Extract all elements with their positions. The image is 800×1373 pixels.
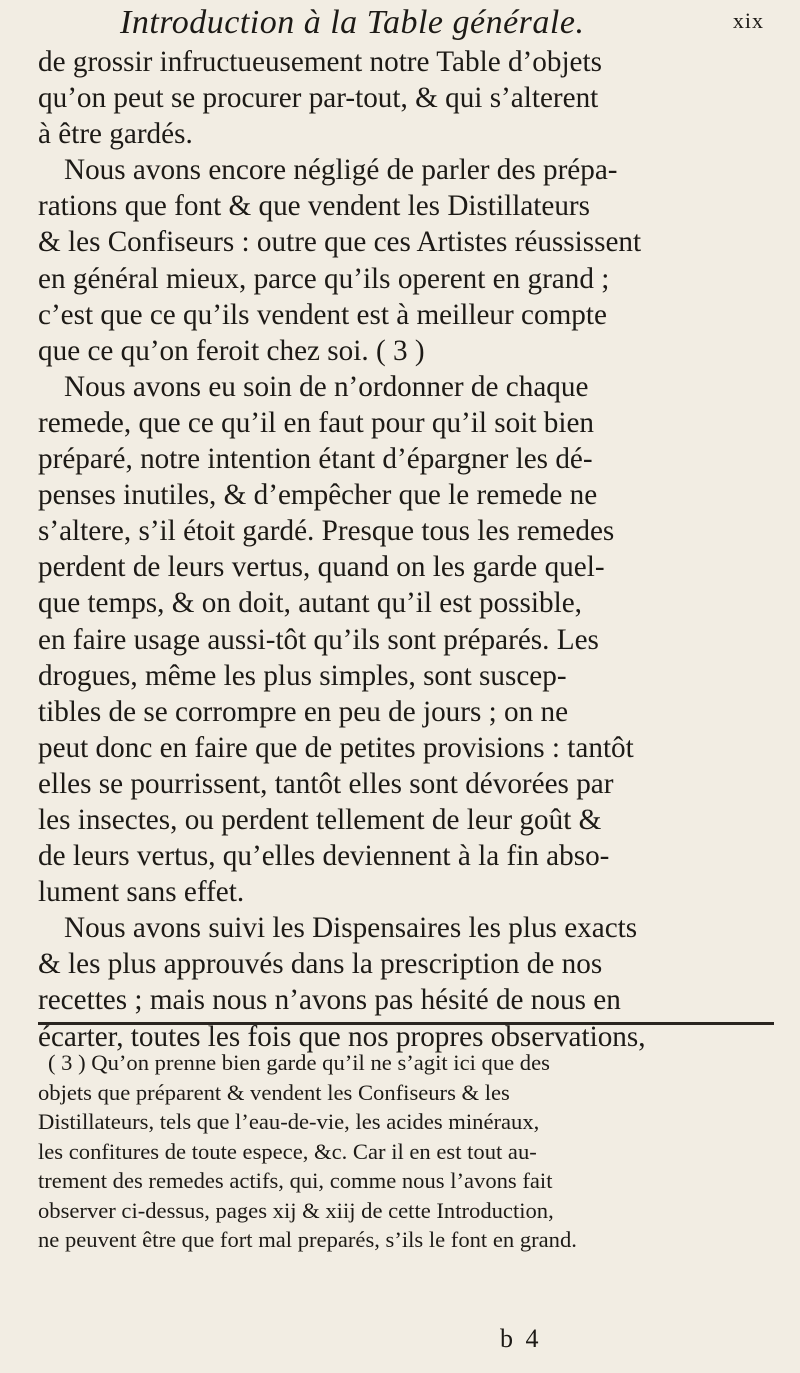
text-line: qu’on peut se procurer par-tout, & qui s’alterent xyxy=(38,82,599,115)
text-line: c’est que ce qu’ils vendent est à meilleur compte xyxy=(38,298,607,331)
text-line: Nous avons encore négligé de parler des prépa- xyxy=(64,154,618,187)
text-line: Nous avons suivi les Dispensaires les plus exacts xyxy=(64,912,638,945)
text-line: tibles de se corrompre en peu de jours ; on ne xyxy=(38,695,569,728)
text-line: lument sans effet. xyxy=(38,876,245,909)
footnote-line: ( 3 ) Qu’on prenne bien garde qu’il ne s’agit ici que des xyxy=(48,1050,550,1075)
footnote-divider xyxy=(38,1022,774,1025)
text-line: remede, que ce qu’il en faut pour qu’il soit bien xyxy=(38,406,595,439)
text-line: s’altere, s’il étoit gardé. Presque tous les remedes xyxy=(38,515,615,548)
signature-mark: b 4 xyxy=(500,1324,542,1353)
text-line: préparé, notre intention étant d’épargner les dé- xyxy=(38,443,593,476)
text-line: recettes ; mais nous n’avons pas hésité de nous en xyxy=(38,984,621,1017)
text-line: que temps, & on doit, autant qu’il est possible, xyxy=(38,587,582,620)
footnote-line: les confitures de toute espece, &c. Car il en est tout au- xyxy=(38,1138,537,1164)
text-line: écarter, toutes les fois que nos propres observations, xyxy=(38,1020,646,1053)
text-line: que ce qu’on feroit chez soi. ( 3 ) xyxy=(38,334,425,367)
text-line: perdent de leurs vertus, quand on les garde quel- xyxy=(38,551,605,584)
text-line: en général mieux, parce qu’ils operent en grand ; xyxy=(38,262,610,295)
text-line: rations que font & que vendent les Distillateurs xyxy=(38,190,591,223)
text-line: & les Confiseurs : outre que ces Artistes réussissent xyxy=(38,226,642,259)
footnote-line: Distillateurs, tels que l’eau-de-vie, les acides minéraux, xyxy=(38,1109,540,1134)
text-line: les insectes, ou perdent tellement de leur goût & xyxy=(38,803,602,836)
text-line: elles se pourrissent, tantôt elles sont dévorées par xyxy=(38,767,614,800)
page-number: xix xyxy=(732,8,764,33)
text-line: en faire usage aussi-tôt qu’ils sont préparés. Les xyxy=(38,623,599,656)
text-line: de grossir infructueusement notre Table d’objets xyxy=(38,46,602,78)
footnote-line: trement des remedes actifs, qui, comme nous l’avons fait xyxy=(38,1168,553,1193)
text-line: Nous avons eu soin de n’ordonner de chaque xyxy=(64,370,589,403)
footnote-line: observer ci-dessus, pages xij & xiij de cette Introduction, xyxy=(38,1197,554,1223)
text-line: peut donc en faire que de petites provisions : tantôt xyxy=(38,731,634,764)
running-title: Introduction à la Table générale. xyxy=(120,4,585,41)
page-header xyxy=(0,2,800,42)
text-line: & les plus approuvés dans la prescription de nos xyxy=(38,948,603,981)
text-line: de leurs vertus, qu’elles deviennent à la fin abso- xyxy=(38,840,610,873)
main-text xyxy=(38,44,773,1055)
footnote-line: objets que préparent & vendent les Confiseurs & les xyxy=(38,1079,510,1105)
footnote xyxy=(38,1048,774,1255)
footnote-line: ne peuvent être que fort mal preparés, s’ils le font en grand. xyxy=(38,1227,577,1252)
text-line: à être gardés. xyxy=(38,118,193,151)
text-line: penses inutiles, & d’empêcher que le remede ne xyxy=(38,479,598,512)
text-line: drogues, même les plus simples, sont suscep- xyxy=(38,659,567,692)
